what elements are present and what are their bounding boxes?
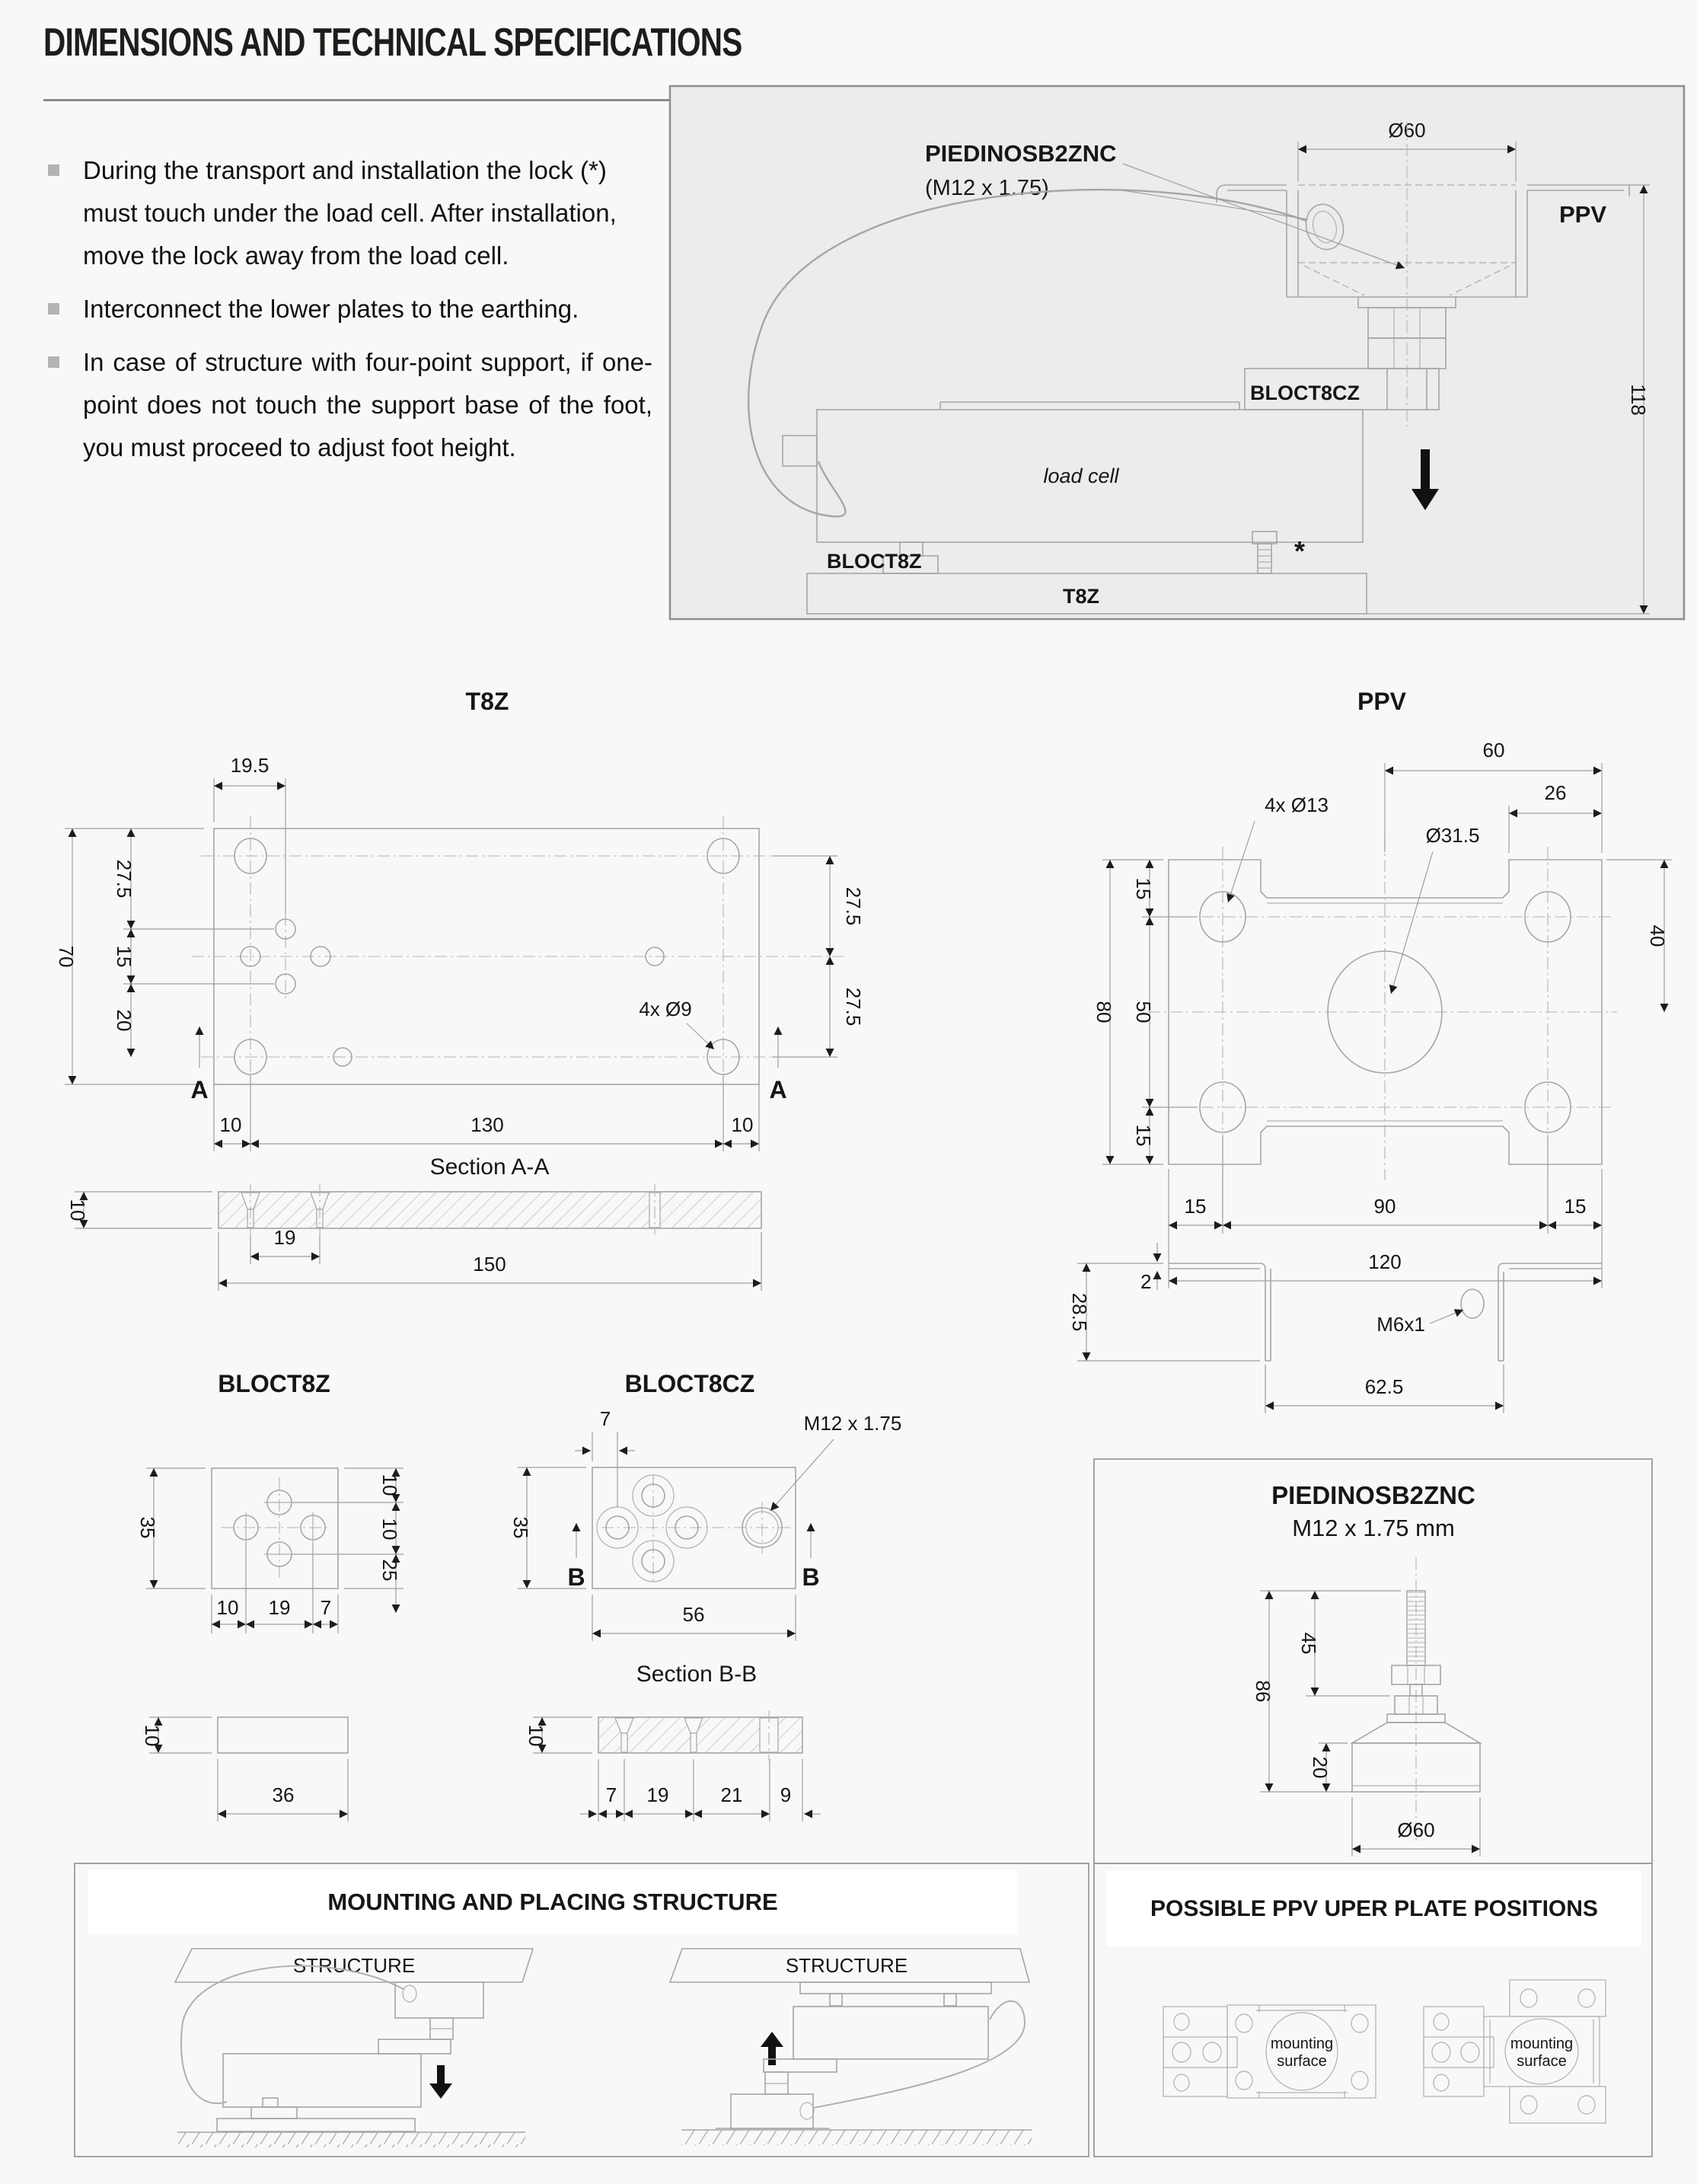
note-item: Interconnect the lower plates to the earthing.: [43, 288, 652, 330]
t8z-dim-27-5-right-bottom: 27.5: [842, 987, 865, 1027]
bloct8z-dim-25: 25: [378, 1559, 401, 1582]
bloct8cz-dim-56: 56: [682, 1603, 705, 1626]
piedino-dim-45: 45: [1297, 1632, 1320, 1655]
piedino-title: PIEDINOSB2ZNC: [1271, 1481, 1475, 1509]
bloct8cz-section-marker-b-left: B: [567, 1563, 585, 1591]
section-bb-title: Section B-B: [636, 1662, 758, 1687]
ppv-dim-50: 50: [1132, 1001, 1155, 1023]
bloct8z-drawing: [136, 1370, 404, 1822]
bloct8z-plate-dim-36: 36: [272, 1783, 295, 1806]
section-aa-title: Section A-A: [429, 1154, 550, 1180]
position-diagram-left: [1163, 2005, 1376, 2098]
assembly-ppv-label: PPV: [1559, 201, 1607, 228]
ppv-holes-label: 4x Ø13: [1265, 793, 1329, 816]
note-item: In case of structure with four-point support, if one-point does not touch the support base of the foot, you must proceed to adjust foot height.: [43, 341, 652, 469]
bloct8z-title: BLOCT8Z: [218, 1370, 330, 1397]
section-aa-dim-19: 19: [273, 1226, 296, 1249]
ppv-dim-15-bottom: 15: [1132, 1124, 1155, 1147]
t8z-dim-10-left: 10: [219, 1113, 242, 1136]
t8z-section-marker-a-right: A: [769, 1076, 787, 1103]
bloct8z-dim-10-b: 10: [216, 1596, 239, 1619]
mounting-panel: [75, 1863, 1089, 2157]
assembly-t8z-label: T8Z: [1062, 585, 1100, 608]
note-item: During the transport and installation the lock (*) must touch under the load cell. After installation, move the lock away from the load cell.: [43, 149, 652, 277]
t8z-dim-20: 20: [113, 1009, 136, 1032]
position-diagram-right: [1424, 1980, 1606, 2123]
t8z-dim-130: 130: [471, 1113, 504, 1136]
bloct8z-dim-19: 19: [268, 1596, 291, 1619]
structure-label-left: STRUCTURE: [292, 1954, 416, 1977]
ppv-bore-label: Ø31.5: [1425, 824, 1480, 847]
bloct8cz-title: BLOCT8CZ: [624, 1370, 755, 1397]
bloct8cz-drawing: [509, 1370, 901, 1822]
t8z-dim-27-5-right-top: 27.5: [842, 886, 865, 926]
bloct8z-dim-10-r1: 10: [378, 1474, 401, 1496]
t8z-dim-19-5: 19.5: [230, 754, 270, 777]
piedino-dim-86: 86: [1252, 1680, 1274, 1703]
ppv-dim-15-bl: 15: [1184, 1195, 1207, 1218]
piedino-dim-20: 20: [1309, 1756, 1332, 1779]
positions-title: POSSIBLE PPV UPER PLATE POSITIONS: [1150, 1896, 1598, 1921]
arrow-down-icon: [429, 2065, 452, 2099]
section-bb-dim-19: 19: [646, 1783, 669, 1806]
ppv-dim-80: 80: [1093, 1001, 1115, 1023]
piedino-panel: [1094, 1459, 1652, 1863]
mounting-surface-line1-right: mounting: [1510, 2036, 1574, 2052]
section-aa-dim-10: 10: [66, 1199, 89, 1221]
section-bb-dim-21: 21: [720, 1783, 743, 1806]
ppv-side-dim-2: 2: [1140, 1270, 1152, 1293]
assembly-lock-asterisk: *: [1294, 535, 1306, 567]
mounting-surface-line2-left: surface: [1277, 2053, 1327, 2070]
ppv-side-thread-label: M6x1: [1376, 1313, 1425, 1336]
structure-label-right: STRUCTURE: [785, 1954, 908, 1977]
ppv-dim-60: 60: [1482, 739, 1505, 762]
ppv-dim-15-br: 15: [1564, 1195, 1587, 1218]
t8z-dim-10-right: 10: [731, 1113, 754, 1136]
bloct8z-dim-35: 35: [136, 1516, 159, 1539]
mounting-diagram-right: [670, 1949, 1032, 2145]
ppv-side-view: [1068, 1243, 1602, 1413]
assembly-diagram: [670, 86, 1684, 619]
assembly-dim-118: 118: [1627, 384, 1650, 416]
ppv-title: PPV: [1357, 688, 1407, 715]
t8z-dim-27-5-left: 27.5: [113, 859, 136, 899]
ppv-dim-26: 26: [1544, 781, 1567, 804]
bloct8z-dim-10-r2: 10: [378, 1518, 401, 1541]
t8z-holes-label: 4x Ø9: [639, 998, 692, 1020]
ppv-dim-120: 120: [1368, 1250, 1402, 1273]
mounting-title: MOUNTING AND PLACING STRUCTURE: [327, 1889, 778, 1915]
ppv-side-dim-62-5: 62.5: [1364, 1375, 1404, 1398]
assembly-part-name: PIEDINOSB2ZNC: [925, 140, 1117, 167]
bloct8cz-dim-7: 7: [599, 1407, 611, 1430]
t8z-section-aa: [66, 1154, 761, 1291]
page-title: DIMENSIONS AND TECHNICAL SPECIFICATIONS: [43, 21, 742, 65]
bloct8cz-thread-label: M12 x 1.75: [803, 1412, 902, 1435]
section-bb-dim-9: 9: [780, 1783, 792, 1806]
assembly-load-cell-label: load cell: [1043, 465, 1119, 487]
assembly-dim-d60: Ø60: [1388, 119, 1426, 142]
assembly-bloct8z-label: BLOCT8Z: [827, 550, 922, 573]
t8z-drawing: [55, 688, 865, 1151]
ppv-positions-panel: [1094, 1863, 1652, 2157]
t8z-section-marker-a-left: A: [190, 1076, 209, 1103]
piedino-subtitle: M12 x 1.75 mm: [1292, 1515, 1455, 1541]
bloct8z-plate-dim-10: 10: [141, 1724, 164, 1747]
ppv-dim-40: 40: [1646, 924, 1669, 947]
assembly-part-thread: (M12 x 1.75): [925, 176, 1049, 200]
mounting-diagram-left: [175, 1949, 533, 2147]
t8z-title: T8Z: [465, 688, 509, 715]
assembly-bloct8cz-label: BLOCT8CZ: [1250, 382, 1360, 404]
bloct8z-dim-7: 7: [320, 1596, 332, 1619]
t8z-dim-70: 70: [55, 945, 78, 968]
t8z-dim-15: 15: [113, 945, 136, 968]
mounting-surface-line1-left: mounting: [1270, 2036, 1334, 2052]
ppv-drawing: [1093, 688, 1672, 1288]
bloct8cz-dim-35: 35: [509, 1516, 532, 1539]
section-bb-dim-7: 7: [605, 1783, 617, 1806]
bloct8cz-section-marker-b-right: B: [802, 1563, 820, 1591]
section-bb-dim-10: 10: [525, 1724, 547, 1747]
piedino-dim-d60: Ø60: [1397, 1818, 1435, 1841]
section-aa-dim-150: 150: [473, 1253, 506, 1276]
ppv-dim-15-top: 15: [1132, 877, 1155, 900]
mounting-surface-line2-right: surface: [1517, 2053, 1567, 2070]
ppv-side-dim-28-5: 28.5: [1068, 1292, 1091, 1332]
ppv-dim-90: 90: [1373, 1195, 1396, 1218]
